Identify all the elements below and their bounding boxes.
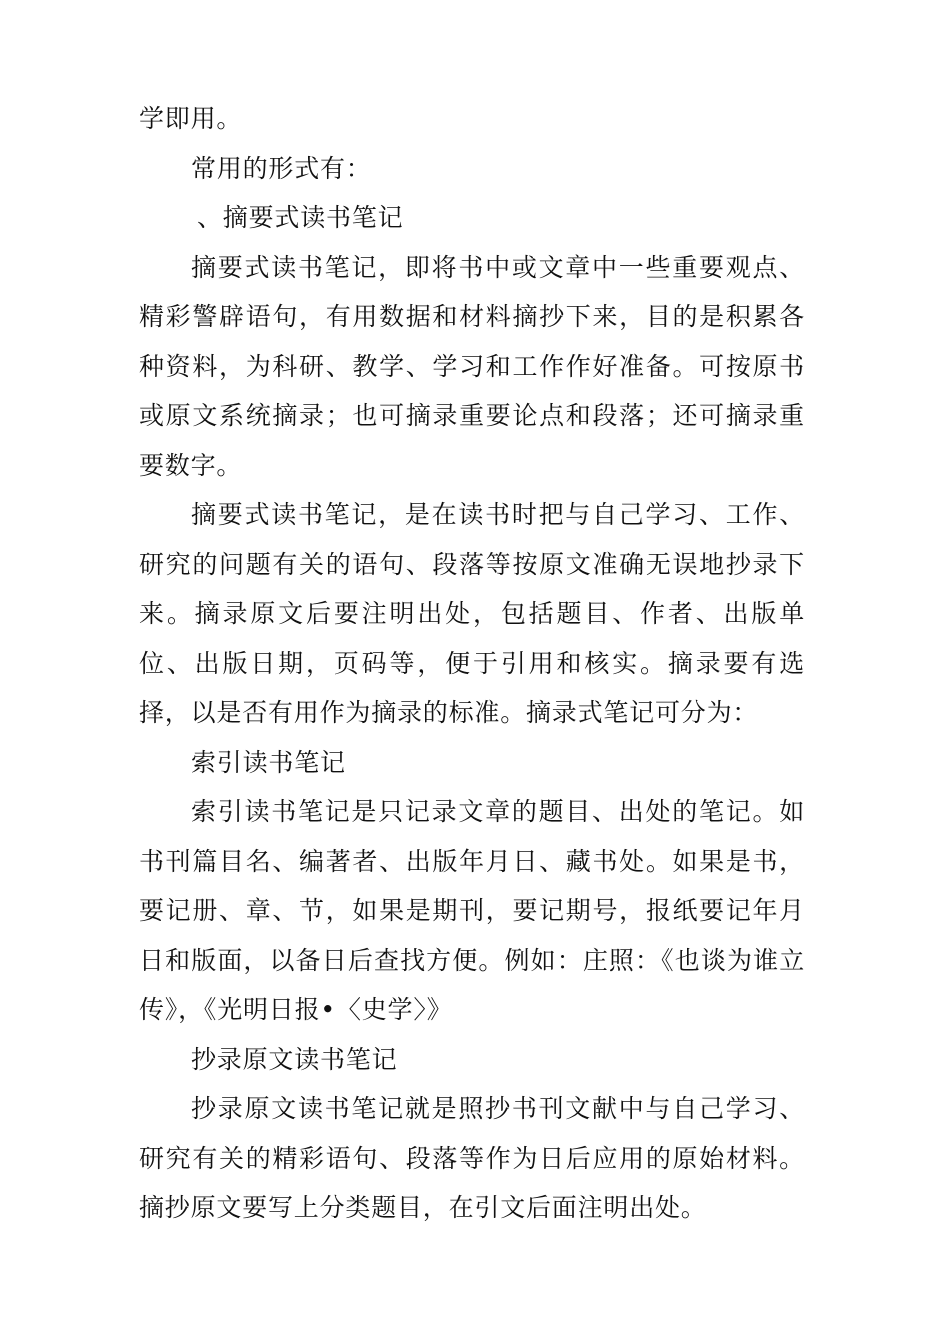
heading-summary-notes: 、摘要式读书笔记 xyxy=(197,203,404,232)
paragraph-continuation: 学即用。 xyxy=(139,104,243,133)
heading-transcription-notes: 抄录原文读书笔记 xyxy=(191,1044,398,1074)
paragraph-summary-definition: 摘要式读书笔记，即将书中或文章中一些重要观点、精彩警辟语句，有用数据和材料摘抄下来，目的是积累各种资料，为科研、教学、学习和工作作好准备。可按原书或原文系统摘录；也可摘录重要论点和段落；还可摘录重要数字。 xyxy=(139,252,805,480)
paragraph-index-notes: 索引读书笔记是只记录文章的题目、出处的笔记。如书刊篇目名、编著者、出版年月日、藏书处。如果是书，要记册、章、节，如果是期刊，要记期号，报纸要记年月日和版面，以备日后查找方便。例如：庄照：《也谈为谁立传》，《光明日报•〈史学〉》 xyxy=(139,797,805,1024)
paragraph-common-forms: 常用的形式有： xyxy=(191,153,372,183)
document-page xyxy=(139,94,805,1233)
paragraph-summary-method: 摘要式读书笔记，是在读书时把与自己学习、工作、研究的问题有关的语句、段落等按原文准确无误地抄录下来。摘录原文后要注明出处，包括题目、作者、出版单位、出版日期，页码等，便于引用和核实。摘录要有选择，以是否有用作为摘录的标准。摘录式笔记可分为： xyxy=(139,500,805,727)
paragraph-transcription-notes: 抄录原文读书笔记就是照抄书刊文献中与自己学习、研究有关的精彩语句、段落等作为日后应用的原始材料。摘抄原文要写上分类题目，在引文后面注明出处。 xyxy=(139,1094,805,1222)
heading-index-notes: 索引读书笔记 xyxy=(191,747,346,777)
